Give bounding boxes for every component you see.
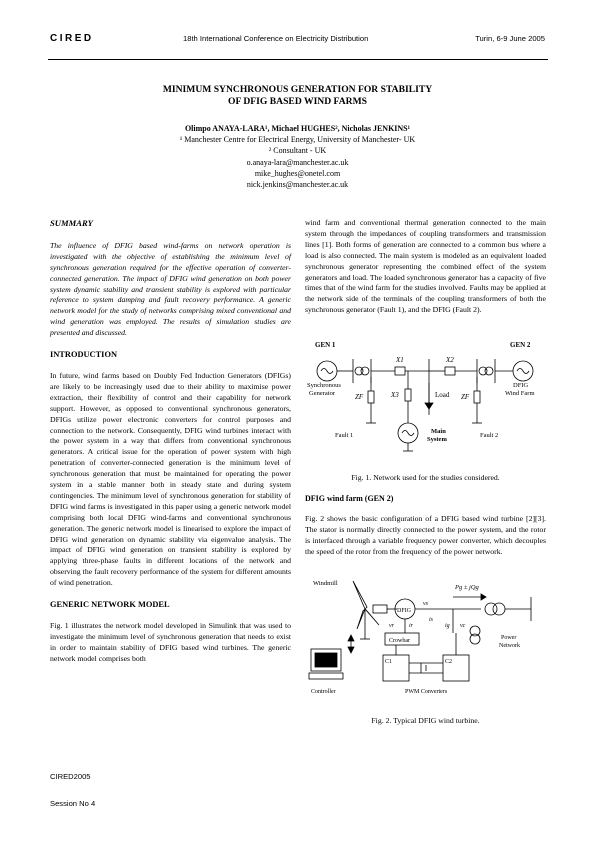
fig1-fault1-label: Fault 1 <box>335 432 354 440</box>
fig2-controller-label: Controller <box>311 688 336 695</box>
fig1-load-label: Load <box>435 391 450 400</box>
dfig-section-heading: DFIG wind farm (GEN 2) <box>305 494 394 504</box>
summary-text: The influence of DFIG based wind-farms on network operation is investigated with the objective of establishing the minimum level of synchronous generation required for the effective operation of converter-connected generation. The impact of DFIG wind generation on both power system dynamic stability and transient stability is explored with particular reference to system damping and fault recovery performance. A generic network model for the study of networks comprising mixed conventional and wind generation was employed. The results of simulation studies are presented and discussed. <box>50 240 291 338</box>
fig2-ir-label: ir <box>409 622 414 629</box>
generic-model-text: Fig. 1 illustrates the network model developed in Simulink that was used to investigate the minimum level of synchronous generation that needs to exist in order to maintain stability of DFIG based wind turbines. The generic network model comprises both <box>50 621 291 663</box>
header-location-date: Turin, 6-9 June 2005 <box>475 34 545 43</box>
fig1-fault2-label: Fault 2 <box>480 432 499 440</box>
introduction-heading: INTRODUCTION <box>50 350 118 360</box>
fig2-is-label: is <box>429 616 434 623</box>
fig1-gen1-label: GEN 1 <box>315 341 336 350</box>
author-names: Olimpo ANAYA-LARA¹, Michael HUGHES², Nicholas JENKINS¹ <box>184 124 411 133</box>
fig1-zf1-label: ZF <box>355 393 364 402</box>
fig2-power-network-label: Power Network <box>499 634 520 649</box>
fig2-c1-label: C1 <box>385 658 393 665</box>
title-line-2: OF DFIG BASED WIND FARMS <box>228 96 367 107</box>
fig2-vs-label: vs <box>423 600 428 607</box>
dfig-section-text: Fig. 2 shows the basic configuration of a DFIG based wind turbine [2][3]. The stator is normally directly connected to the power system, and the rotor is interfaced through a variable frequency power converter, which decouples the speed of the rotor from the frequency of the power network. <box>305 513 546 556</box>
fig1-sync-gen-label: Synchronous Generator <box>307 382 341 398</box>
fig2-caption: Fig. 2. Typical DFIG wind turbine. <box>371 715 480 725</box>
fig1-x1-label: X1 <box>396 356 404 365</box>
fig2-c2-label: C2 <box>445 658 453 665</box>
email-2[interactable]: mike_hughes@onetel.com <box>254 168 341 178</box>
paper-title <box>60 84 535 108</box>
title-line-1: MINIMUM SYNCHRONOUS GENERATION FOR STABILITY <box>162 84 433 95</box>
affiliation-1: ¹ Manchester Centre for Electrical Energy, University of Manchester- UK <box>179 135 416 145</box>
fig1-x3-label: X3 <box>391 391 399 400</box>
introduction-text: In future, wind farms based on Doubly Fed Induction Generators (DFIGs) are likely to be increasingly used due to their ability to maximise power extraction, their flexibility of control and their capability for network support. However, as opposed to conventional synchronous generators, DFIGs utilize power electronic converters for control purposes and connection to the network. Consequently, DFIG wind turbines interact with the power system in a way that differs from conventional synchronous generators. A critical issue for the operation of power system with high penetration of converter-connected generation is the minimum level of synchronous generation that must be maintained for operating the power system in a stable manner both in steady state and during system contingencies. The minimum level of synchronous generation for stability of DFIG wind farms is investigated in this paper using a generic network model comprising both local DFIG wind-farms and conventional synchronous generation. The generic network model is linearised to explore the impact of DFIG wind generation on dynamic stability via eigenvalue analysis. The impact of DFIG wind generation on transient stability is explored by applying three-phase faults in different locations of the network and observing the fault recovery performance of the system for different amounts of wind penetration. <box>50 370 291 588</box>
fig2-crowbar-label: Crowbar <box>389 637 410 644</box>
fig2-ig-label: ig <box>445 622 450 629</box>
fig1-network-diagram <box>305 327 546 467</box>
fig2-pwm-label: PWM Converters <box>405 688 448 695</box>
right-column <box>305 218 546 727</box>
footer-session: Session No 4 <box>50 799 96 808</box>
footer-code: CIRED2005 <box>50 772 91 781</box>
header-logo: CIRED <box>50 33 94 44</box>
fig2-pq-label: Pg ± jQg <box>455 583 479 591</box>
email-1[interactable]: o.anaya-lara@manchester.ac.uk <box>246 157 349 167</box>
affiliation-2: ² Consultant - UK <box>268 146 327 156</box>
fig1-dfig-farm-label: DFIG Wind Farm <box>505 382 535 398</box>
fig2-vr-label: vr <box>389 622 394 629</box>
generic-model-heading: GENERIC NETWORK MODEL <box>50 600 170 610</box>
fig2-dfig-diagram <box>305 569 546 714</box>
fig1-caption: Fig. 1. Network used for the studies considered. <box>351 473 500 483</box>
author-block <box>60 123 535 190</box>
right-intro-text: wind farm and conventional thermal generation connected to the main system through the impedances of coupling transformers and transmission lines [1]. Both forms of generation are connected to a common bus where a load is also connected. The main system is modeled as an equivalent loaded synchronous generator representing the combined effect of the system generators and load. The loaded synchronous generator has a capacity of five times that of the wind farm for the studies involved. Faults may be applied at the network side of the terminals of the coupling transformers of both the synchronous generator (Fault 1), and the DFIG (Fault 2). <box>305 218 546 315</box>
fig2-vc-label: vc <box>460 622 466 629</box>
left-column <box>50 218 291 676</box>
fig2-dfig-label: DFIG <box>397 607 412 614</box>
summary-heading: SUMMARY <box>50 218 93 228</box>
fig1-main-system-label: Main System <box>427 428 447 444</box>
header-conference: 18th International Conference on Electricity Distribution <box>183 34 369 43</box>
email-3[interactable]: nick.jenkins@manchester.ac.uk <box>246 180 349 190</box>
fig2-windmill-label: Windmill <box>313 579 338 587</box>
fig1-x2-label: X2 <box>446 356 454 365</box>
fig1-gen2-label: GEN 2 <box>510 341 531 350</box>
header-rule <box>48 59 548 60</box>
fig1-zf2-label: ZF <box>461 393 470 402</box>
